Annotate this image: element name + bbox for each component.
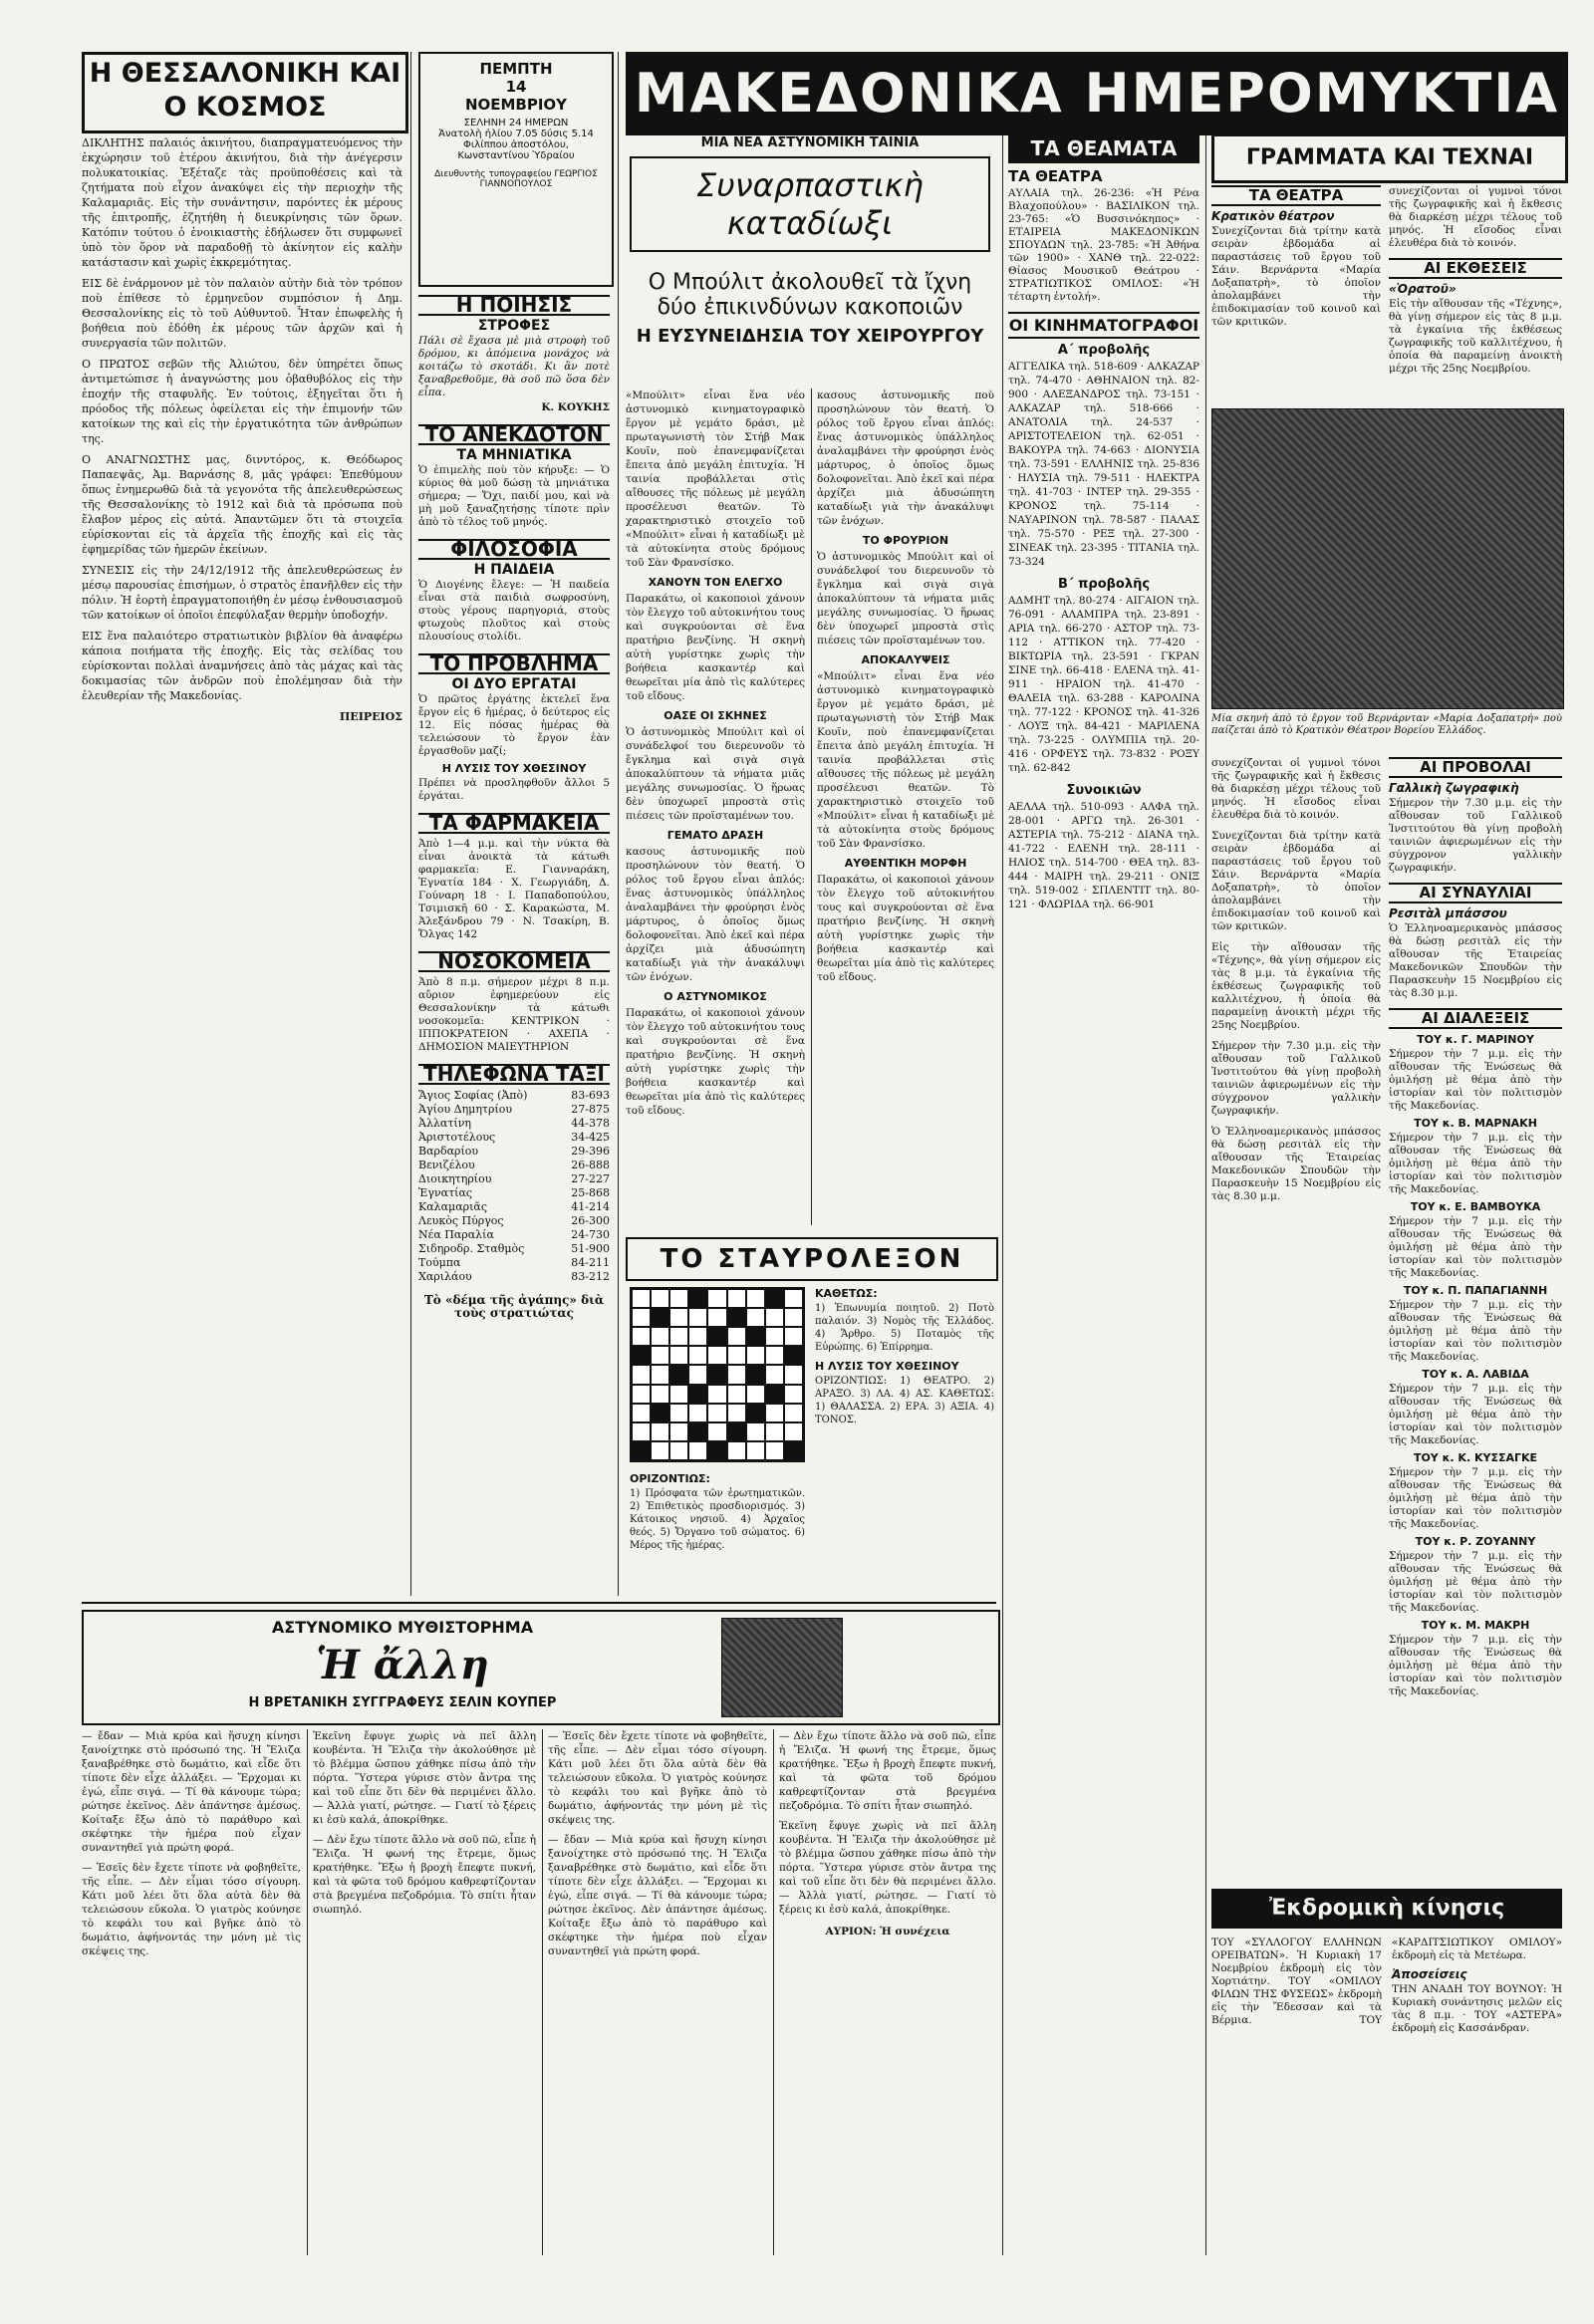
crossword-head [626, 1237, 998, 1281]
poetry-author: Κ. ΚΟΥΚΗΣ [541, 401, 610, 413]
story-sect-2: ΟΑΣΕ ΟΙ ΣΚΗΝΕΣ [664, 709, 767, 722]
crossword-cell [765, 1404, 784, 1422]
crossword-cell [632, 1385, 651, 1404]
taxi-phone: 27-875 [571, 1103, 610, 1116]
sun-times: Ἀνατολὴ ἡλίου 7.05 δύσις 5.14 [438, 129, 594, 139]
ads-text: Τὸ «δέμα τῆς ἀγάπης» διὰ τοὺς στρατιώτας [423, 1293, 605, 1320]
taxi-row [418, 1145, 610, 1159]
taxi-stand: Ἀγίου Δημητρίου [418, 1103, 513, 1116]
poetry-head: Η ΠΟΙΗΣΙΣ [418, 295, 610, 316]
xword-down-head: ΚΑΘΕΤΩΣ: [815, 1287, 878, 1300]
crossword-cell [651, 1441, 669, 1460]
hospitals-text: Ἀπὸ 8 π.μ. σήμερον μέχρι 8 π.μ. αὔριον ἐφημερεύουν εἰς Θεσσαλονίκην τὰ κάτωθι νοσοκομεῖα: ΚΕΝΤΡΙΚΟΝ · ΙΠΠΟΚΡΑΤΕΙΟΝ · ΑΧΕΠΑ · ΔΗΜΟΣΙΟΝ ΜΑΙΕΥΤΗΡΙΟΝ [418, 976, 610, 1053]
left-headline-text: Η ΘΕΣΣΑΛΟΝΙΚΗ ΚΑΙ Ο ΚΟΣΜΟΣ [89, 58, 401, 123]
taxi-row [418, 1089, 610, 1103]
crossword-cell [651, 1327, 669, 1346]
crossword-cell [688, 1327, 707, 1346]
divider-2 [618, 52, 619, 1596]
crossword-cell [746, 1308, 765, 1327]
taxi-row [418, 1256, 610, 1270]
serial-portrait [721, 1618, 843, 1717]
clubs-title: Ἐκδρομικὴ κίνησις [1268, 1896, 1505, 1921]
taxi-stand: Ἀριστοτέλους [418, 1131, 496, 1144]
taxi-stand: Βενιζέλου [418, 1159, 475, 1171]
taxi-row [418, 1270, 610, 1284]
clubs-body [1211, 1937, 1562, 2255]
crossword-cell [688, 1346, 707, 1365]
crossword-cell [669, 1308, 688, 1327]
cinemas-suburbs: ΑΕΛΛΑ τηλ. 510-093 · ΑΛΦΑ τηλ. 28-001 · ΑΡΓΩ τηλ. 26-301 · ΑΣΤΕΡΙΑ τηλ. 75-212 · ΔΙΑΝΑ τηλ. 41-722 · ΕΛΕΝΗ τηλ. 28-111 · ΗΛΙΟΣ τηλ. 514-700 · ΘΕΑ τηλ. 83-444 · ΜΑΙΡΗ τηλ. 29-211 · ΟΝΙΞ τηλ. 519-002 · ΣΠΛΕΝΤΙΤ τηλ. 80-121 · ΦΛΩΡΙΔΑ τηλ. 66-901 [1008, 801, 1199, 910]
taxi-stand: Τούμπα [418, 1256, 461, 1269]
serial-col-1 [82, 1729, 301, 2255]
crossword-cell [669, 1422, 688, 1441]
crossword-clues [815, 1287, 994, 1586]
crossword-cell [669, 1441, 688, 1460]
lecturer-name: ΤΟΥ κ. Β. ΜΑΡΝΑΚΗ [1414, 1117, 1537, 1130]
story-tag: ΜΙΑ ΝΕΑ ΑΣΤΥΝΟΜΙΚΗ ΤΑΙΝΙΑ [700, 135, 920, 150]
cinemas-first-run: ΑΓΓΕΛΙΚΑ τηλ. 518-609 · ΑΛΚΑΖΑΡ τηλ. 74-470 · ΑΘΗΝΑΙΟΝ τηλ. 82-900 · ΑΛΕΞΑΝΔΡΟΣ τηλ. 73-151 · ΑΛΚΑΖΑΡ τηλ. 518-666 · ΑΝΑΤΟΛΙΑ τηλ. 24-537 · ΑΡΙΣΤΟΤΕΛΕΙΟΝ τηλ. 62-051 · ΒΑΚΟΥΡΑ τηλ. 74-663 · ΔΙΟΝΥΣΙΑ τηλ. 73-591 · ΕΛΛΗΝΙΣ τηλ. 25-836 · ΗΛΥΣΙΑ τηλ. 79-511 · ΗΛΕΚΤΡΑ τηλ. 41-703 · ΙΝΤΕΡ τηλ. 29-355 · ΚΡΟΝΟΣ τηλ. 75-114 · ΝΑΥΑΡΙΝΟΝ τηλ. 78-587 · ΠΑΛΑΣ τηλ. 75-570 · ΡΕΞ τηλ. 27-300 · ΣΙΝΕΑΚ τηλ. 23-395 · ΤΙΤΑΝΙΑ τηλ. 73-324 [1008, 361, 1199, 568]
anecdote-text: Ὁ ἐπιμελὴς ποὺ τὸν κήρυξε: — Ὁ κύριος θὰ μοῦ δώσῃ τὰ μηνιάτικα σήμερα; — Ὄχι, παιδί μου, καὶ νὰ μὴ μοῦ ξαναζητήσῃς τίποτε πρὶν ἀπὸ τὸ τέλος τοῦ μηνός. [418, 464, 610, 528]
serial-divider-1 [307, 1729, 308, 2255]
xword-solution-head: Η ΛΥΣΙΣ ΤΟΥ ΧΘΕΣΙΝΟΥ [815, 1360, 959, 1373]
solution-text: Πρέπει νὰ προσληφθοῦν ἄλλοι 5 ἐργάται. [418, 777, 610, 802]
taxi-stand: Διοικητηρίου [418, 1172, 492, 1185]
story-sect-3: ΓΕΜΑΤΟ ΔΡΑΣΗ [666, 829, 764, 842]
crossword-black-cell [651, 1404, 669, 1422]
photo-caption: Μία σκηνὴ ἀπὸ τὸ ἔργον τοῦ Βερνάρνταν «Μαρία Δοξαπατρή» ποὺ παίζεται ἀπὸ τὸ Κρατικὸν Θέατρον Βορείου Ἑλλάδος. [1211, 713, 1562, 736]
moon-phase: ΣΕΛΗΝΗ 24 ΗΜΕΡΩΝ [463, 118, 569, 129]
xword-across: 1) Πρόσφατα τῶν ἐρωτηματικῶν. 2) Ἐπιθετικὸς προσδιορισμός. 3) Κάτοικος νησιοῦ. 4) Ἀρχαῖος θεός. 5) Ὄργανο τοῦ σώματος. 6) Μέρος τῆς ἡμέρας. [630, 1488, 805, 1551]
taxi-phone: 83-212 [571, 1270, 610, 1283]
crossword-black-cell [707, 1441, 726, 1460]
crossword-cell [727, 1346, 746, 1365]
concerts-sub: Ρεσιτὰλ μπάσσου [1389, 906, 1507, 920]
taxi-row [418, 1200, 610, 1214]
lecturer-name: ΤΟΥ κ. Ρ. ΖΟΥΑΝΝΥ [1415, 1535, 1536, 1548]
concerts-text: Ὁ Ἑλληνοαμερικανὸς μπάσσος θὰ δώσῃ ρεσιτὰλ εἰς τὴν αἴθουσαν τῆς Ἑταιρείας Μακεδονικῶν Σπουδῶν τὴν Παρασκευὴν 15 Νοεμβρίου εἰς τὰς 8.30 μ.μ. [1389, 922, 1562, 999]
theatres-text: ΑΥΛΑΙΑ τηλ. 26-236: «Ἡ Ρένα Βλαχοπούλου» · ΒΑΣΙΛΙΚΟΝ τηλ. 23-765: «Ὁ Βυσσινόκηπος» · ΕΤΑΙΡΕΙΑ ΜΑΚΕΔΟΝΙΚΩΝ ΣΠΟΥΔΩΝ τηλ. 23-785: «Ἡ Ἀθήνα τῶν 1900» · ΧΑΝΘ τηλ. 22-022: Θίασος Μουσικοῦ Θεάτρου · ΣΤΡΑΤΙΩΤΙΚΟΣ ΟΜΙΛΟΣ: «Ἡ τέταρτη ἐντολή». [1008, 187, 1199, 303]
crossword-black-cell [784, 1441, 803, 1460]
anecdote-head: ΤΟ ΑΝΕΚΔΟΤΟΝ [418, 424, 610, 445]
concerts-head: ΑΙ ΣΥΝΑΥΛΙΑΙ [1389, 883, 1562, 904]
lecture-text: Σήμερον τὴν 7 μ.μ. εἰς τὴν αἴθουσαν τῆς Ἑνώσεως θὰ ὁμιλήσῃ μὲ θέμα ἀπὸ τὴν ἱστορίαν καὶ τὸν πολιτισμὸν τῆς Μακεδονίας. [1389, 1132, 1562, 1195]
serial-text-3b: — ἔδαν — Μιὰ κρύα καὶ ἥσυχη κίνησι ξανοίχτηκε στὸ πρόσωπό της. Ἡ Ἔλιζα ξαναβρέθηκε στὸ δωμάτιο, καὶ εἶδε ὅτι τίποτε δὲν εἶχε ἀλλάξει. — Ἔρχομαι κι ἐγώ, εἶπε σιγά. — Τί θὰ κάνουμε τώρα; ρώτησε ἐκεῖνος. Δὲν ἀπάντησε ἀμέσως. Κοίταξε ἔξω ἀπὸ τὸ παράθυρο καὶ σκέφτηκε τὴν ἡμέρα ποὺ εἶχαν συναντηθεῖ γιὰ πρώτη φορά. [548, 1834, 767, 1957]
date-month: ΝΟΕΜΒΡΙΟΥ [464, 96, 568, 114]
saints: Φιλίππου ἀποστόλου, Κωνσταντίνου Ὑδραίου [457, 139, 575, 161]
crossword-cell [688, 1404, 707, 1422]
taxi-row [418, 1103, 610, 1117]
hospitals-head: ΝΟΣΟΚΟΜΕΙΑ [418, 951, 610, 972]
serial-divider-3 [773, 1729, 774, 2255]
crossword-cell [784, 1289, 803, 1308]
crossword-cell [765, 1422, 784, 1441]
lecturer-name: ΤΟΥ κ. Ε. ΒΑΜΒΟΥΚΑ [1410, 1200, 1541, 1213]
crossword-black-cell [727, 1308, 746, 1327]
crossword-cell [632, 1327, 651, 1346]
crossword-cell [727, 1289, 746, 1308]
serial-text-4b: Ἐκεῖνη ἔφυγε χωρὶς νὰ πεῖ ἄλλη κουβέντα. Ἡ Ἔλιζα τὴν ἀκολούθησε μὲ τὸ βλέμμα ὥσπου χάθηκε πίσω ἀπὸ τὴν πόρτα. Ὕστερα γύρισε στὸν ἄντρα της καὶ τοῦ εἶπε ὅτι δὲν θὰ περιμένει ἄλλο. — Ἀλλὰ γιατί, ρώτησε. — Γιατί τὸ ξέρεις κι ἐσὺ καλά, ἀποκρίθηκε. [779, 1820, 996, 1916]
taxi-stand: Σιδηροδρ. Σταθμὸς [418, 1242, 525, 1255]
crossword-black-cell [746, 1404, 765, 1422]
story-body-e: «Μπούλιτ» εἶναι ἕνα νέο ἀστυνομικὸ κινηματογραφικὸ ἔργον μὲ γεμάτο δράσι, μὲ πρωταγωνιστὴ τὸν Στήβ Μακ Κουῖν, ποὺ ἐπανεμφανίζεται ἔπειτα ἀπὸ μεγάλη ἐπιτυχία. Ἡ ταινία προβάλλεται στὶς αἴθουσες τῆς πόλεως μὲ μεγάλη προσέλευσι θεατῶν. Τὸ χαρακτηριστικὸ στοιχεῖο τοῦ «Μπούλιτ» εἶναι ἡ καταδίωξι μὲ τὰ αὐτοκίνητα στοὺς δρόμους τοῦ Σὰν Φρανσίσκο. [817, 670, 994, 850]
taxi-stand: Βαρδαρίου [418, 1145, 479, 1158]
serial-text-3: — Ἐσεῖς δὲν ἔχετε τίποτε νὰ φοβηθεῖτε, τῆς εἶπε. — Δὲν εἶμαι τόσο σίγουρη. Κάτι μοῦ λέει ὅτι ὅλα αὐτὰ δὲν θὰ τελειώσουν εὔκολα. Ὁ γιατρὸς κούνησε τὸ κεφάλι του καὶ βγῆκε ἀπὸ τὸ δωμάτιο, ἀφήνοντάς την μόνη μὲ τὶς σκέψεις της. [548, 1730, 767, 1826]
left-headline [82, 52, 408, 133]
crossword-black-cell [669, 1365, 688, 1384]
lecturer-name: ΤΟΥ κ. Α. ΛΑΒΙΔΑ [1422, 1368, 1529, 1381]
crossword-cell [765, 1441, 784, 1460]
exhib-text: Εἰς τὴν αἴθουσαν τῆς «Τέχνης», θὰ γίνῃ σήμερον εἰς τὰς 8 μ.μ. τὰ ἐγκαίνια τῆς ἐκθέσεως ζωγραφικῆς τοῦ καλλιτέχνου, ἡ ὁποία θὰ παραμείνῃ ἀνοικτὴ μέχρι τῆς 25ης Νοεμβρίου. [1389, 298, 1562, 375]
crossword-cell [632, 1404, 651, 1422]
crossword-cell [727, 1385, 746, 1404]
crossword-cell [688, 1308, 707, 1327]
taxi-stand: Ἅγιος Σοφίας (Ἀπὸ) [418, 1089, 528, 1102]
lecturer-name: ΤΟΥ κ. Μ. ΜΑΚΡΗ [1421, 1619, 1530, 1632]
crossword-cell [727, 1404, 746, 1422]
taxi-stand: Χαριλάου [418, 1270, 472, 1283]
taxi-phone: 84-211 [571, 1256, 610, 1269]
crossword-cell [765, 1346, 784, 1365]
taxi-phone: 83-693 [571, 1089, 610, 1102]
serial-col-4 [779, 1729, 996, 2255]
story-sect-5: ΤΟ ΦΡΟΥΡΙΟΝ [862, 534, 949, 547]
clubs-text: ΤΟΥ «ΣΥΛΛΟΓΟΥ ΕΛΛΗΝΩΝ ΟΡΕΙΒΑΤΩΝ». Ἡ Κυριακὴ 17 Νοεμβρίου ἐκδρομὴ εἰς τὸν Χορτιάτην. ΤΟΥ «ΟΜΙΛΟΥ ΦΙΛΩΝ ΤΗΣ ΦΥΣΕΩΣ» ἐκδρομὴ εἰς τὴν Ἔδεσσαν καὶ τὰ Βέρμια. ΤΟΥ «ΚΑΡΔΙΤΣΙΩΤΙΚΟΥ ΟΜΙΛΟΥ» ἐκδρομὴ εἰς τὰ Μετέωρα. [1211, 1937, 1562, 2026]
taxi-phone: 29-396 [571, 1145, 610, 1158]
lecture-text: Σήμερον τὴν 7 μ.μ. εἰς τὴν αἴθουσαν τῆς Ἑνώσεως θὰ ὁμιλήσῃ μὲ θέμα ἀπὸ τὴν ἱστορίαν καὶ τὸν πολιτισμὸν τῆς Μακεδονίας. [1389, 1215, 1562, 1279]
date-day: ΠΕΜΠΤΗ [479, 60, 553, 78]
serial-text-4: — Δὲν ἔχω τίποτε ἄλλο νὰ σοῦ πῶ, εἶπε ἡ Ἔλιζα. Ἡ φωνή της ἔτρεμε, ὅμως κρατήθηκε. Ἔξω ἡ βροχὴ ἔπεφτε πυκνή, καὶ τὰ φῶτα τοῦ δρόμου καθρεφτίζονταν στὰ βρεγμένα πεζοδρόμια. Τὸ σπίτι ἦταν σιωπηλό. [779, 1730, 996, 1812]
divider-5 [1205, 133, 1206, 2255]
taxi-phone: 26-888 [571, 1159, 610, 1171]
xword-across-head: ΟΡΙΖΟΝΤΙΩΣ: [630, 1472, 710, 1485]
crossword-black-cell [707, 1327, 726, 1346]
misc-text: ΤΗΝ ΑΝΑΔΗ ΤΟΥ ΒΟΥΝΟΥ: Ἡ Κυριακὴ συνάντησις μελῶν εἰς τὰς 8 π.μ. · ΤΟΥ «ΑΣΤΕΡΑ» ἐκδρομὴ εἰς Κασσάνδραν. [1392, 1983, 1562, 2034]
crossword-cell [784, 1422, 803, 1441]
story-sect-1: ΧΑΝΟΥΝ ΤΟΝ ΕΛΕΓΧΟ [648, 576, 783, 589]
crossword-black-cell [688, 1422, 707, 1441]
problem-title: ΟΙ ΔΥΟ ΕΡΓΑΤΑΙ [451, 676, 577, 692]
serial-continued: ΑΥΡΙΟΝ: Ἡ συνέχεια [825, 1926, 950, 1937]
story-body-d: Ὁ ἀστυνομικὸς Μπούλιτ καὶ οἱ συνάδελφοί του διερευνοῦν τὸ ἔγκλημα καὶ σιγὰ σιγὰ ἀποκαλύπτουν τὰ νήματα μιᾶς μεγάλης συνωμοσίας. Ὁ ἥρωας δὲν ὑποχωρεῖ μπροστὰ στὶς πιέσεις τῶν προϊσταμένων του. [817, 551, 994, 646]
crossword-cell [746, 1441, 765, 1460]
solution-head: Η ΛΥΣΙΣ ΤΟΥ ΧΘΕΣΙΝΟΥ [441, 762, 587, 775]
story-sub-2: δύο ἐπικινδύνων κακοποιῶν [657, 295, 963, 320]
crossword-cell [707, 1385, 726, 1404]
left-article [82, 135, 402, 1595]
serial-title: Ἡ ἄλλη [316, 1642, 489, 1688]
serial-text-1b: — Ἐσεῖς δὲν ἔχετε τίποτε νὰ φοβηθεῖτε, τῆς εἶπε. — Δὲν εἶμαι τόσο σίγουρη. Κάτι μοῦ λέει ὅτι ὅλα αὐτὰ δὲν θὰ τελειώσουν εὔκολα. Ὁ γιατρὸς κούνησε τὸ κεφάλι του καὶ βγῆκε ἀπὸ τὸ δωμάτιο, ἀφήνοντάς την μόνη μὲ τὶς σκέψεις της. [82, 1862, 301, 1957]
letters-theatre-head: ΤΑ ΘΕΑΤΡΑ [1211, 185, 1381, 206]
taxi-phone: 27-227 [571, 1172, 610, 1185]
serial-text-2b: — Δὲν ἔχω τίποτε ἄλλο νὰ σοῦ πῶ, εἶπε ἡ Ἔλιζα. Ἡ φωνή της ἔτρεμε, ὅμως κρατήθηκε. Ἔξω ἡ βροχὴ ἔπεφτε πυκνή, καὶ τὰ φῶτα τοῦ δρόμου καθρεφτίζονταν στὰ βρεγμένα πεζοδρόμια. Τὸ σπίτι ἦταν σιωπηλό. [313, 1834, 536, 1916]
crossword-black-cell [765, 1385, 784, 1404]
crossword-cell [784, 1365, 803, 1384]
masthead-title: ΜΑΚΕΔΟΝΙΚΑ ΗΜΕΡΟΜΥΚΤΙΑ [634, 62, 1560, 125]
crossword-cell [707, 1308, 726, 1327]
print-director: Διευθυντὴς τυπογραφείου ΓΕΩΡΓΙΟΣ ΓΙΑΝΝΟΠΟΥΛΟΣ [434, 169, 598, 189]
serial-col-3 [548, 1729, 767, 2255]
crossword-cell [784, 1404, 803, 1422]
lecture-text: Σήμερον τὴν 7 μ.μ. εἰς τὴν αἴθουσαν τῆς Ἑνώσεως θὰ ὁμιλήσῃ μὲ θέμα ἀπὸ τὴν ἱστορίαν καὶ τὸν πολιτισμὸν τῆς Μακεδονίας. [1389, 1048, 1562, 1112]
divider-4 [1002, 133, 1003, 2255]
crossword-black-cell [651, 1308, 669, 1327]
taxi-row [418, 1228, 610, 1242]
taxi-phone: 34-425 [571, 1131, 610, 1144]
crossword-cell [632, 1365, 651, 1384]
xword-down: 1) Ἐπωνυμία ποιητοῦ. 2) Ποτὸ παλαιόν. 3) Νομὸς τῆς Ἑλλάδος. 4) Ἄρθρο. 5) Ποταμὸς τῆς Εὐρώπης. 6) Ἐπίρρημα. [815, 1303, 994, 1353]
crossword-cell [707, 1422, 726, 1441]
second-run-head: Β΄ προβολῆς [1057, 577, 1151, 592]
taxi-head: ΤΗΛΕΦΩΝΑ ΤΑΞΙ [418, 1064, 610, 1085]
taxi-list [418, 1089, 610, 1284]
crossword-black-cell [784, 1346, 803, 1365]
letters-theatre-text: Συνεχίζονται διὰ τρίτην κατὰ σειρὰν ἑβδομάδα αἱ παραστάσεις τοῦ ἔργου τοῦ Σάιν. Βερνάρντα «Μαρία Δοξαπατρὴ», τὸ ὁποῖον ἀπολαμβάνει τὴν ἐπιδοκιμασίαν τοῦ κοινοῦ καὶ τῶν κριτικῶν. [1211, 225, 1381, 328]
crossword-cell [746, 1385, 765, 1404]
crossword-cell [651, 1365, 669, 1384]
letters-theatre-sub: Κρατικὸν θέατρον [1211, 209, 1335, 223]
story-body-b: Ὁ ἀστυνομικὸς Μπούλιτ καὶ οἱ συνάδελφοί του διερευνοῦν τὸ ἔγκλημα καὶ σιγὰ σιγὰ ἀποκαλύπτουν τὰ νήματα μιᾶς μεγάλης συνωμοσίας. Ὁ ἥρωας δὲν ὑποχωρεῖ μπροστὰ στὶς πιέσεις τῶν προϊσταμένων του. [626, 726, 805, 822]
taxi-stand: Νέα Παραλία [418, 1228, 494, 1241]
crossword-cell [669, 1346, 688, 1365]
crossword-cell [746, 1289, 765, 1308]
crossword-cell [632, 1289, 651, 1308]
lecturer-name: ΤΟΥ κ. Γ. ΜΑΡΙΝΟΥ [1417, 1033, 1534, 1046]
taxi-row [418, 1186, 610, 1200]
crossword-black-cell [632, 1346, 651, 1365]
projections-head: ΑΙ ΠΡΟΒΟΛΑΙ [1389, 757, 1562, 778]
story-body-a: Παρακάτω, οἱ κακοποιοὶ χάνουν τὸν ἔλεγχο τοῦ αὐτοκινήτου τους καὶ συγκρούονται σὲ ἕνα πρατήριο βενζίνης. Ἡ σκηνὴ αὐτὴ γυρίστηκε χωρὶς τὴν βοήθεια κασκαντέρ καὶ θεωρεῖται μία ἀπὸ τὶς καλύτερες τοῦ εἴδους. [626, 593, 805, 702]
crossword-cell [651, 1289, 669, 1308]
lecture-text: Σήμερον τὴν 7 μ.μ. εἰς τὴν αἴθουσαν τῆς Ἑνώσεως θὰ ὁμιλήσῃ μὲ θέμα ἀπὸ τὴν ἱστορίαν καὶ τὸν πολιτισμὸν τῆς Μακεδονίας. [1389, 1466, 1562, 1530]
crossword-cell [707, 1346, 726, 1365]
left-para-3: Ο ΠΡΩΤΟΣ σεβῶν τῆς Ἀλιώτου, δὲν ὑπηρέτει ὅπως ἀντιμετώπισε ἡ ἀναγνώστης μου ὁβαθυβόλος εἰς τὴν ἐποχήν τῆς σταφυλῆς. Ἐν τούτοις, ἐξηγεῖται ὅτι ἡ πρόοδος τῆς πόλεως ὀφείλεται εἰς τὴν ἐπιμονήν τῶν κατοίκων της καὶ εἰς τὴν ἐργατικότητα τῶν ἀνθρώπων της. [82, 358, 402, 445]
letters-text2: συνεχίζονται οἱ γυμνοὶ τόνοι τῆς ζωγραφικῆς καὶ ἡ ἔκθεσις θὰ διαρκέσῃ μέχρι τέλους τοῦ μηνός. Ἡ εἴσοδος εἶναι ἐλευθέρα διὰ τὸ κοινόν. [1211, 757, 1381, 821]
crossword-cell [727, 1327, 746, 1346]
philosophy-head: ΦΙΛΟΣΟΦΙΑ [418, 539, 610, 560]
left-para-1: ΔΙΚΛΗΤΗΣ παλαιός ἀκινήτου, διαπραγματευόμενος τὴν ἐκχώρησιν τοῦ ἑτέρου ἀκινήτου, διὰ τὴν ἀνέγερσιν πολυκατοικίας. Ἐξέταζε τὰς προϋποθέσεις καὶ τὰ ζητήματα ποὺ εἶχον ἀνακύψει εἰς τὴν περιοχὴν τῆς Καλαμαριᾶς. Εἰς τὴν συνάντησιν, παρόντες ἐκ μέρους τῆς ἐπιτροπῆς, ἐζητήθη ἡ διευκρίνησις τῶν ὅρων. Κατόπιν τούτου ὁ ἐνοικιαστὴς ἐδήλωσεν ὅτι συμφωνεῖ ὑπὸ τὸν ὅρον νὰ παραδοθῇ τὸ ἀκίνητον εἰς καλὴν κατάστασιν καὶ χωρὶς ἐκκρεμότητας. [82, 136, 402, 269]
letters-text6: Ὁ Ἑλληνοαμερικανὸς μπάσσος θὰ δώσῃ ρεσιτὰλ εἰς τὴν αἴθουσαν τῆς Ἑταιρείας Μακεδονικῶν Σπουδῶν τὴν Παρασκευὴν 15 Νοεμβρίου εἰς τὰς 8.30 μ.μ. [1211, 1126, 1381, 1202]
divider-1 [410, 52, 411, 1596]
lecture-text: Σήμερον τὴν 7 μ.μ. εἰς τὴν αἴθουσαν τῆς Ἑνώσεως θὰ ὁμιλήσῃ μὲ θέμα ἀπὸ τὴν ἱστορίαν καὶ τὸν πολιτισμὸν τῆς Μακεδονίας. [1389, 1550, 1562, 1614]
crossword-black-cell [765, 1289, 784, 1308]
crossword-cell [727, 1441, 746, 1460]
story-col2: κασους ἀστυνομικῆς ποὺ προσηλώνουν τὸν θεατή. Ὁ ρόλος τοῦ ἔργου εἶναι ἁπλός: ἕνας ἀστυνομικὸς ὑπάλληλος ἀναλαμβάνει τὴν φρούρησι ἑνὸς μάρτυρος, ὁ ὁποῖος ὅμως δολοφονεῖται. Ἀπὸ ἐκεῖ καὶ πέρα ἀρχίζει μιὰ ἀδυσώπητη καταδίωξι γιὰ τὴν ἀνακάλυψι τῶν ἐνόχων. [817, 389, 994, 527]
taxi-row [418, 1214, 610, 1228]
first-run-head: Α΄ προβολῆς [1057, 343, 1151, 358]
letters-theatre-cont: συνεχίζονται οἱ γυμνοὶ τόνοι τῆς ζωγραφικῆς καὶ ἡ ἔκθεσις θὰ διαρκέσῃ μέχρι τέλους τοῦ μηνός. Ἡ εἴσοδος εἶναι ἐλευθέρα διὰ τὸ κοινόν. [1389, 185, 1562, 249]
story-title: Συναρπαστικὴ καταδίωξι [630, 156, 990, 252]
exhib-head: ΑΙ ΕΚΘΕΣΕΙΣ [1389, 258, 1562, 279]
crossword-cell [669, 1327, 688, 1346]
crossword-cell [669, 1289, 688, 1308]
lectures-list [1389, 1033, 1562, 1698]
projections-sub: Γαλλικὴ ζωγραφικὴ [1389, 781, 1519, 795]
crossword-black-cell [688, 1289, 707, 1308]
letters-title: ΓΡΑΜΜΑΤΑ ΚΑΙ ΤΕΧΝΑΙ [1245, 145, 1534, 170]
anecdote-title: ΤΑ ΜΗΝΙΑΤΙΚΑ [456, 447, 572, 463]
crossword-cell [688, 1441, 707, 1460]
serial-divider-2 [542, 1729, 543, 2255]
divider-3 [811, 388, 812, 1225]
letters-col-c [1211, 757, 1381, 1883]
taxi-phone: 24-730 [571, 1228, 610, 1241]
crossword-cell [765, 1308, 784, 1327]
crossword-cell [688, 1365, 707, 1384]
theatre-photo [1211, 408, 1564, 709]
crossword-black-cell [632, 1441, 651, 1460]
taxi-phone: 25-868 [571, 1186, 610, 1199]
projections-text: Σήμερον τὴν 7.30 μ.μ. εἰς τὴν αἴθουσαν τοῦ Γαλλικοῦ Ἰνστιτούτου θὰ γίνῃ προβολὴ ταινιῶν ἀφιερωμένων εἰς τὴν σύγχρονον γαλλικὴν ζωγραφικήν. [1389, 797, 1562, 874]
serial-col-2 [313, 1729, 536, 2255]
poetry-title: ΣΤΡΟΦΕΣ [477, 318, 551, 334]
taxi-row [418, 1242, 610, 1256]
shows-head: ΤΑ ΘΕΑΜΑΤΑ [1008, 133, 1199, 163]
masthead-banner [626, 52, 1568, 135]
problem-text: Ὁ πρῶτος ἐργάτης ἐκτελεῖ ἕνα ἔργον εἰς 6 ἡμέρας, ὁ δεύτερος εἰς 12. Εἰς πόσας ἡμέρας θὰ τελειώσουν τὸ ἔργον ἐὰν ἐργασθοῦν μαζί; [418, 693, 610, 757]
crossword-black-cell [746, 1365, 765, 1384]
crossword-cell [784, 1385, 803, 1404]
crossword-cell [765, 1327, 784, 1346]
crossword-cell [651, 1385, 669, 1404]
crossword-cell [707, 1289, 726, 1308]
lecture-text: Σήμερον τὴν 7 μ.μ. εἰς τὴν αἴθουσαν τῆς Ἑνώσεως θὰ ὁμιλήσῃ μὲ θέμα ἀπὸ τὴν ἱστορίαν καὶ τὸν πολιτισμὸν τῆς Μακεδονίας. [1389, 1634, 1562, 1697]
serial-subtitle: Η ΒΡΕΤΑΝΙΚΗ ΣΥΓΓΡΑΦΕΥΣ ΣΕΛΙΝ ΚΟΥΠΕΡ [248, 1695, 557, 1710]
taxi-row [418, 1131, 610, 1145]
suburbs-head: Συνοικιῶν [1066, 783, 1142, 798]
left-para-5: ΣΥΝΕΣΙΣ εἰς τὴν 24/12/1912 τῆς ἀπελευθερώσεως ἐν μέσῳ παρουσίας ἐπισήμων, ὁ στρατὸς ἐπανῆλθεν εἰς τὴν πόλιν. Ἡ ἑορτὴ ἐπραγματοποιήθη ἐν μέσῳ ἐνθουσιασμοῦ τῶν κατοίκων οἱ ὁποῖοι ἐπεφύλαξαν θερμὴν ὑποδοχήν. [82, 564, 402, 622]
letters-banner [1211, 133, 1568, 183]
story-col-b [817, 388, 994, 1225]
taxi-stand: Ἀλλατίνη [418, 1117, 471, 1130]
story-col2-repeat: κασους ἀστυνομικῆς ποὺ προσηλώνουν τὸν θεατή. Ὁ ρόλος τοῦ ἔργου εἶναι ἁπλός: ἕνας ἀστυνομικὸς ὑπάλληλος ἀναλαμβάνει τὴν φρούρησι ἑνὸς μάρτυρος, ὁ ὁποῖος ὅμως δολοφονεῖται. Ἀπὸ ἐκεῖ καὶ πέρα ἀρχίζει μιὰ ἀδυσώπητη καταδίωξι γιὰ τὴν ἀνακάλυψι τῶν ἐνόχων. [626, 846, 805, 983]
crossword-black-cell [727, 1422, 746, 1441]
crossword-cell [727, 1365, 746, 1384]
taxi-stand: Καλαμαριᾶς [418, 1200, 487, 1213]
exhib-sub: «Ὁρατοῦ» [1389, 282, 1457, 296]
problem-head: ΤΟ ΠΡΟΒΛΗΜΑ [418, 653, 610, 674]
crossword-cell [632, 1422, 651, 1441]
theatres-head: ΤΑ ΘΕΑΤΡΑ [1008, 167, 1103, 185]
left-para-6: ΕΙΣ ἕνα παλαιότερο στρατιωτικὸν βιβλίον θὰ ἀναφέρω κάποια ποιήματα τῆς ἐποχῆς. Εἰς τὰς σελίδας του εὑρίσκονται πολλαὶ ἀναμνήσεις ἀπὸ τὰς μάχας καὶ τὰς δοκιμασίας τῶν ἀνδρῶν ποὺ ἐπολέμησαν διὰ τὴν ἐλευθερίαν τῆς Μακεδονίας. [82, 630, 402, 702]
taxi-row [418, 1159, 610, 1172]
taxi-phone: 26-300 [571, 1214, 610, 1227]
serial-banner-label: ΑΣΤΥΝΟΜΙΚΟ ΜΥΘΙΣΤΟΡΗΜΑ [271, 1618, 534, 1637]
date-box [418, 52, 614, 287]
lecturer-name: ΤΟΥ κ. Π. ΠΑΠΑΓΙΑΝΝΗ [1403, 1284, 1548, 1297]
story-sect-7: ΑΥΘΕΝΤΙΚΗ ΜΟΡΦΗ [844, 857, 967, 870]
left-signature: ΠΕΙΡΕΙΟΣ [339, 710, 402, 723]
misc-head: Ἀποσείσεις [1392, 1967, 1467, 1981]
letters-text4: Εἰς τὴν αἴθουσαν τῆς «Τέχνης», θὰ γίνῃ σήμερον εἰς τὰς 8 μ.μ. τὰ ἐγκαίνια τῆς ἐκθέσεως ζωγραφικῆς τοῦ καλλιτέχνου, ἡ ὁποία θὰ παραμείνῃ ἀνοικτὴ μέχρι τῆς 25ης Νοεμβρίου. [1211, 941, 1381, 1031]
lectures-head: ΑΙ ΔΙΑΛΕΞΕΙΣ [1389, 1008, 1562, 1029]
xword-solution: ΟΡΙΖΟΝΤΙΩΣ: 1) ΘΕΑΤΡΟ. 2) ΑΡΑΞΟ. 3) ΛΑ. 4) ΑΣ. ΚΑΘΕΤΩΣ: 1) ΘΑΛΑΣΣΑ. 2) ΕΡΑ. 3) ΑΞΙΑ. 4) ΤΟΝΟΣ. [815, 1376, 994, 1425]
story-sect-4: Ο ΑΣΤΥΝΟΜΙΚΟΣ [664, 990, 767, 1003]
crossword-cell [746, 1346, 765, 1365]
story-sub-1: Ο Μπούλιτ ἀκολουθεῖ τὰ ἴχνη [648, 270, 972, 295]
story-body-c: Παρακάτω, οἱ κακοποιοὶ χάνουν τὸν ἔλεγχο τοῦ αὐτοκινήτου τους καὶ συγκρούονται σὲ ἕνα πρατήριο βενζίνης. Ἡ σκηνὴ αὐτὴ γυρίστηκε χωρὶς τὴν βοήθεια κασκαντέρ καὶ θεωρεῖται μία ἀπὸ τὶς καλύτερες τοῦ εἴδους. [626, 1007, 805, 1117]
crossword-black-cell [746, 1327, 765, 1346]
date-num: 14 [505, 78, 527, 96]
left-para-2: ΕΙΣ δὲ ἐνάρμονον μὲ τὸν παλαιὸν αὐτὴν διὰ τὸν τρόπον ποὺ ἐπίθεσε τὸ ἑρμηνεῦον συμπόσιον ἡ Δημ. Θεσσαλονίκης εἰς τὸ τοῦ Αὐθυντοῦ. Ἦταν ἐπωφελὴς ἡ βοήθεια ποὺ ἐδόθη ἐκ μέρους τῶν ἀρχῶν καὶ ἡ συνεργασία τῶν πολιτῶν. [82, 277, 402, 350]
shows-col [1008, 133, 1199, 2255]
crossword-cell [765, 1365, 784, 1384]
crossword-grid [630, 1287, 805, 1462]
lecturer-name: ΤΟΥ κ. Κ. ΚΥΣΣΑΓΚΕ [1413, 1451, 1538, 1464]
story-body-f: Παρακάτω, οἱ κακοποιοὶ χάνουν τὸν ἔλεγχο τοῦ αὐτοκινήτου τους καὶ συγκρούονται σὲ ἕνα πρατήριο βενζίνης. Ἡ σκηνὴ αὐτὴ γυρίστηκε χωρὶς τὴν βοήθεια κασκαντέρ καὶ θεωρεῖται μία ἀπὸ τὶς καλύτερες τοῦ εἴδους. [817, 874, 994, 983]
crossword-across [630, 1472, 805, 1592]
taxi-phone: 41-214 [571, 1200, 610, 1213]
crossword-cell [784, 1308, 803, 1327]
story-sect-6: ΑΠΟΚΑΛΥΨΕΙΣ [861, 653, 950, 666]
crossword-black-cell [688, 1385, 707, 1404]
story-col-a [626, 388, 805, 1225]
crossword-title: ΤΟ ΣΤΑΥΡΟΛΕΞΟΝ [660, 1244, 964, 1274]
serial-text-2: Ἐκεῖνη ἔφυγε χωρὶς νὰ πεῖ ἄλλη κουβέντα. Ἡ Ἔλιζα τὴν ἀκολούθησε μὲ τὸ βλέμμα ὥσπου χάθηκε πίσω ἀπὸ τὴν πόρτα. Ὕστερα γύρισε στὸν ἄντρα της καὶ τοῦ εἶπε ὅτι δὲν θὰ περιμένει ἄλλο. — Ἀλλὰ γιατί, ρώτησε. — Γιατί τὸ ξέρεις κι ἐσὺ καλά, ἀποκρίθηκε. [313, 1730, 536, 1826]
crossword-cell [784, 1327, 803, 1346]
pharmacies-text: Ἀπὸ 1—4 μ.μ. καὶ τὴν νύκτα θὰ εἶναι ἀνοικτὰ τὰ κάτωθι φαρμακεῖα: Ε. Γιανναράκη, Ἐγνατία 184 · Χ. Γεωργιάδη, Δ. Γούναρη 18 · Ι. Παπαδοπούλου, Τσιμισκῆ 60 · Σ. Καρακώστα, Μ. Ἀλεξάνδρου 79 · Ν. Τσακίρη, Β. Ὄλγας 142 [418, 838, 610, 940]
serial-top-rule [82, 1602, 996, 1604]
taxi-phone: 51-900 [571, 1242, 610, 1255]
cinemas-head: ΟΙ ΚΙΝΗΜΑΤΟΓΡΑΦΟΙ [1008, 312, 1199, 339]
crossword-black-cell [707, 1365, 726, 1384]
letters-text3: Συνεχίζονται διὰ τρίτην κατὰ σειρὰν ἑβδομάδα αἱ παραστάσεις τοῦ ἔργου τοῦ Σάιν. Βερνάρντα «Μαρία Δοξαπατρὴ», τὸ ὁποῖον ἀπολαμβάνει τὴν ἐπιδοκιμασίαν τοῦ κοινοῦ καὶ τῶν κριτικῶν. [1211, 830, 1381, 932]
col2-content [418, 295, 610, 1590]
clubs-banner [1211, 1889, 1562, 1929]
pharmacies-head: ΤΑ ΦΑΡΜΑΚΕΙΑ [418, 813, 610, 834]
story-sub-3: Η ΕΥΣΥΝΕΙΔΗΣΙΑ ΤΟΥ ΧΕΙΡΟΥΡΓΟΥ [636, 326, 984, 347]
left-para-4: Ο ΑΝΑΓΝΩΣΤΗΣ μας, δινντόρος, κ. Θεόδωρος Παπαεψᾶς, Ἀμ. Βαρνάσης 8, μᾶς γράφει: Ἐπεθύμουν ὅπως ἐνημερωθῶ διὰ τὰ γεγονότα τῆς ἀπελευθερώσεως τῆς Θεσσαλονίκης τὸ 1912 καὶ διὰ τὰ πρόσωπα ποὺ ἔλαβον μέρος εἰς αὐτά. Ἀπαντῶμεν ὅτι τὰ στοιχεῖα εὑρίσκονται εἰς τὰ ἀρχεῖα τῆς ἐποχῆς καὶ εἰς τὰς ἐφημερίδας τῶν ἡμερῶν ἐκείνων. [82, 453, 402, 556]
taxi-stand: Λευκὸς Πύργος [418, 1214, 504, 1227]
serial-text-1: — ἔδαν — Μιὰ κρύα καὶ ἥσυχη κίνησι ξανοίχτηκε στὸ πρόσωπό της. Ἡ Ἔλιζα ξαναβρέθηκε στὸ δωμάτιο, καὶ εἶδε ὅτι τίποτε δὲν εἶχε ἀλλάξει. — Ἔρχομαι κι ἐγώ, εἶπε σιγά. — Τί θὰ κάνουμε τώρα; ρώτησε ἐκεῖνος. Δὲν ἀπάντησε ἀμέσως. Κοίταξε ἔξω ἀπὸ τὸ παράθυρο καὶ σκέφτηκε τὴν ἡμέρα ποὺ εἶχαν συναντηθεῖ γιὰ πρώτη φορά. [82, 1730, 301, 1854]
crossword-cell [707, 1404, 726, 1422]
photo-caption-box [1211, 713, 1562, 749]
cinemas-second-run: ΑΔΜΗΤ τηλ. 80-274 · ΑΙΓΑΙΟΝ τηλ. 76-091 · ΑΛΑΜΠΡΑ τηλ. 23-891 · ΑΡΙΑ τηλ. 66-270 · ΑΣΤΟΡ τηλ. 73-112 · ΑΤΤΙΚΟΝ τηλ. 77-420 · ΒΙΚΤΩΡΙΑ τηλ. 23-591 · ΓΚΡΑΝ ΣΙΝΕ τηλ. 66-418 · ΕΛΕΝΑ τηλ. 41-911 · ΗΡΑΙΟΝ τηλ. 41-470 · ΘΑΛΕΙΑ τηλ. 63-288 · ΚΑΡΟΛΙΝΑ τηλ. 77-122 · ΚΡΟΝΟΣ τηλ. 41-326 · ΛΟΥΞ τηλ. 84-421 · ΜΑΡΙΛΕΝΑ τηλ. 73-225 · ΟΛΥΜΠΙΑ τηλ. 20-416 · ΟΡΦΕΥΣ τηλ. 73-832 · ΡΟΞΥ τηλ. 62-842 [1008, 595, 1199, 774]
poetry-text: Πάλι σὲ ἔχασα μὲ μιὰ στροφὴ τοῦ δρόμου, κι ἀπόμεινα μονάχος νὰ κοιτάζω τὸ σκοτάδι. Κι ἂν ποτὲ ξαναβρεθοῦμε, θὰ σοῦ πῶ ὅσα δὲν εἶπα. [418, 335, 610, 398]
crossword-cell [651, 1422, 669, 1441]
lecture-text: Σήμερον τὴν 7 μ.μ. εἰς τὴν αἴθουσαν τῆς Ἑνώσεως θὰ ὁμιλήσῃ μὲ θέμα ἀπὸ τὴν ἱστορίαν καὶ τὸν πολιτισμὸν τῆς Μακεδονίας. [1389, 1299, 1562, 1363]
taxi-phone: 44-378 [571, 1117, 610, 1130]
lecture-text: Σήμερον τὴν 7 μ.μ. εἰς τὴν αἴθουσαν τῆς Ἑνώσεως θὰ ὁμιλήσῃ μὲ θέμα ἀπὸ τὴν ἱστορίαν καὶ τὸν πολιτισμὸν τῆς Μακεδονίας. [1389, 1383, 1562, 1446]
taxi-stand: Ἐγνατίας [418, 1186, 473, 1199]
taxi-row [418, 1117, 610, 1131]
crossword-cell [746, 1422, 765, 1441]
crossword-cell [669, 1385, 688, 1404]
story-header [626, 133, 994, 379]
letters-col-d [1389, 757, 1562, 1883]
crossword-cell [669, 1404, 688, 1422]
letters-text5: Σήμερον τὴν 7.30 μ.μ. εἰς τὴν αἴθουσαν τοῦ Γαλλικοῦ Ἰνστιτούτου θὰ γίνῃ προβολὴ ταινιῶν ἀφιερωμένων εἰς τὴν σύγχρονον γαλλικὴν ζωγραφικήν. [1211, 1040, 1381, 1117]
serial-banner [82, 1610, 1000, 1725]
crossword-cell [632, 1308, 651, 1327]
crossword-grid-wrap [630, 1287, 805, 1462]
philosophy-title: Η ΠΑΙΔΕΙΑ [473, 562, 555, 578]
taxi-row [418, 1172, 610, 1186]
philosophy-text: Ὁ Διογένης ἔλεγε: — Ἡ παιδεία εἶναι στὰ παιδιὰ σωφροσύνη, στοὺς γέρους παρηγοριά, στοὺς φτωχοὺς πλοῦτος καὶ στοὺς πλουσίους στολίδι. [418, 579, 610, 643]
story-col1: «Μπούλιτ» εἶναι ἕνα νέο ἀστυνομικὸ κινηματογραφικὸ ἔργον μὲ γεμάτο δράσι, μὲ πρωταγωνιστὴ τὸν Στήβ Μακ Κουῖν, ποὺ ἐπανεμφανίζεται ἔπειτα ἀπὸ μεγάλη ἐπιτυχία. Ἡ ταινία προβάλλεται στὶς αἴθουσες τῆς πόλεως μὲ μεγάλη προσέλευσι θεατῶν. Τὸ χαρακτηριστικὸ στοιχεῖο τοῦ «Μπούλιτ» εἶναι ἡ καταδίωξι μὲ τὰ αὐτοκίνητα στοὺς δρόμους τοῦ Σὰν Φρανσίσκο. [626, 389, 805, 569]
crossword-cell [651, 1346, 669, 1365]
